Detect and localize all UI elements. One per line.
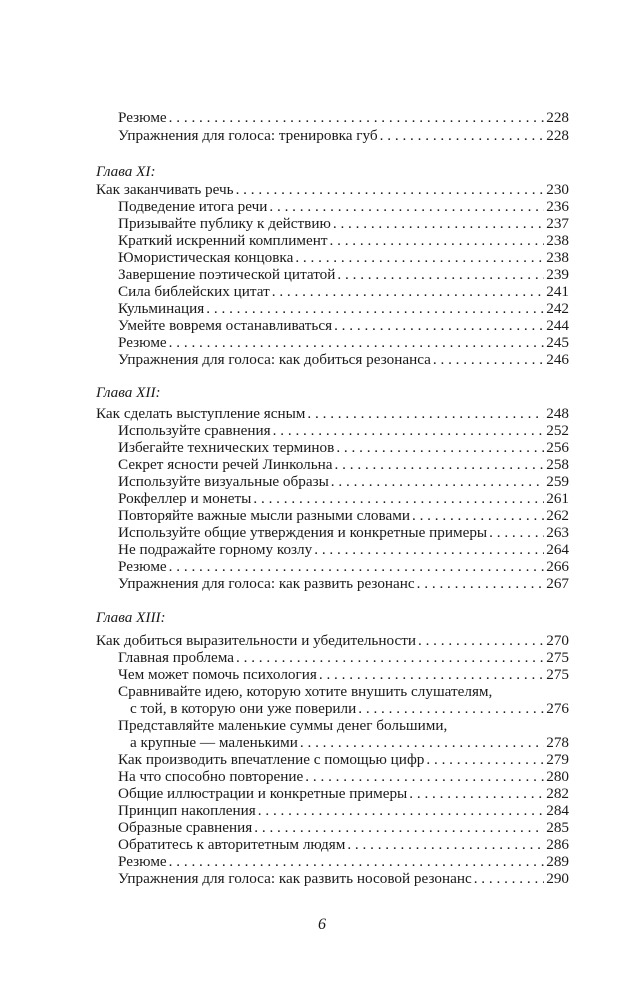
toc-entry-page: 280 <box>546 768 569 785</box>
dot-leader <box>236 181 545 198</box>
dot-leader <box>305 768 544 785</box>
dot-leader <box>412 507 544 524</box>
toc-entry-page: 278 <box>546 734 569 751</box>
toc-entry-title: Резюме <box>118 334 167 351</box>
toc-entry-title: Как сделать выступление ясным <box>96 405 306 422</box>
toc-entry-page: 290 <box>546 870 569 887</box>
toc-entry-title: а крупные — маленькими <box>130 734 298 751</box>
toc-entry-title: Завершение поэтической цитатой <box>118 266 336 283</box>
toc-entry-page: 228 <box>546 127 569 144</box>
toc-entry <box>118 334 569 351</box>
dot-leader <box>380 127 545 144</box>
toc-entry-title: Упражнения для голоса: как развить резонанс <box>118 575 415 592</box>
toc-entry-title: Рокфеллер и монеты <box>118 490 252 507</box>
toc-entry-page: 245 <box>546 334 569 351</box>
page-number: 6 <box>318 916 326 933</box>
dot-leader <box>409 785 544 802</box>
dot-leader <box>474 870 545 887</box>
toc-entry <box>118 836 569 853</box>
toc-entry-page: 258 <box>546 456 569 473</box>
toc-entry-title: На что способно повторение <box>118 768 304 785</box>
toc-entry-page: 263 <box>546 524 569 541</box>
toc-entry-title: Резюме <box>118 558 167 575</box>
toc-entry <box>118 802 569 819</box>
toc-entry-page: 267 <box>546 575 569 592</box>
toc-entry-page: 242 <box>546 300 569 317</box>
chapter-heading: Глава XI: <box>96 163 156 180</box>
toc-entry-page: 261 <box>546 490 569 507</box>
dot-leader <box>417 575 545 592</box>
toc-entry-page: 266 <box>546 558 569 575</box>
toc-entry-page: 256 <box>546 439 569 456</box>
toc-entry <box>130 734 569 751</box>
dot-leader <box>358 700 544 717</box>
dot-leader <box>426 751 544 768</box>
dot-leader <box>336 439 544 456</box>
toc-entry-page: 246 <box>546 351 569 368</box>
toc-entry-page: 276 <box>546 700 569 717</box>
dot-leader <box>337 266 544 283</box>
toc-entry-title: Образные сравнения <box>118 819 253 836</box>
toc-entry <box>118 558 569 575</box>
toc-entry-page: 282 <box>546 785 569 802</box>
dot-leader <box>236 649 544 666</box>
toc-entry-title: Упражнения для голоса: тренировка губ <box>118 127 378 144</box>
toc-entry <box>118 249 569 266</box>
toc-entry <box>118 351 569 368</box>
toc-entry <box>118 768 569 785</box>
toc-entry <box>118 283 569 300</box>
toc-entry-page: 259 <box>546 473 569 490</box>
toc-entry <box>118 198 569 215</box>
dot-leader <box>206 300 544 317</box>
dot-leader <box>314 541 544 558</box>
toc-entry-page: 228 <box>546 109 569 126</box>
toc-entry <box>118 575 569 592</box>
toc-entry <box>118 649 569 666</box>
toc-entry-page: 284 <box>546 802 569 819</box>
dot-leader <box>334 317 544 334</box>
toc-entry-title: с той, в которую они уже поверили <box>130 700 357 717</box>
toc-entry-page: 239 <box>546 266 569 283</box>
toc-entry-page: 270 <box>546 632 569 649</box>
toc-entry-page: 289 <box>546 853 569 870</box>
toc-entry-title: Не подражайте горному козлу <box>118 541 313 558</box>
dot-leader <box>258 802 544 819</box>
chapter-heading: Глава XII: <box>96 384 161 401</box>
toc-entry <box>118 785 569 802</box>
toc-entry <box>118 666 569 683</box>
toc-entry-page: 275 <box>546 666 569 683</box>
toc-entry <box>118 541 569 558</box>
toc-entry <box>118 127 569 144</box>
toc-entry <box>118 870 569 887</box>
toc-entry-page: 252 <box>546 422 569 439</box>
toc-entry-title: Подведение итога речи <box>118 198 268 215</box>
toc-entry-title: Используйте общие утверждения и конкретные примеры <box>118 524 488 541</box>
toc-entry <box>118 490 569 507</box>
toc-entry <box>118 473 569 490</box>
toc-entry-page: 262 <box>546 507 569 524</box>
toc-entry-title: Краткий искренний комплимент <box>118 232 328 249</box>
toc-entry-title: Чем может помочь психология <box>118 666 317 683</box>
toc-entry-first-line: Представляйте маленькие суммы денег большими, <box>118 717 448 734</box>
toc-entry <box>118 524 569 541</box>
toc-entry-title: Юмористическая концовка <box>118 249 294 266</box>
chapter-heading: Глава XIII: <box>96 609 166 626</box>
toc-entry <box>118 300 569 317</box>
dot-leader <box>307 405 544 422</box>
dot-leader <box>300 734 544 751</box>
toc-entry-page: 230 <box>546 181 569 198</box>
toc-entry-title: Секрет ясности речей Линкольна <box>118 456 333 473</box>
toc-entry-title: Повторяйте важные мысли разными словами <box>118 507 410 524</box>
dot-leader <box>169 558 545 575</box>
toc-entry-title: Призывайте публику к действию <box>118 215 331 232</box>
toc-entry-title: Как производить впечатление с помощью цифр <box>118 751 425 768</box>
dot-leader <box>253 490 544 507</box>
toc-entry <box>118 819 569 836</box>
toc-entry-page: 286 <box>546 836 569 853</box>
toc-entry <box>118 422 569 439</box>
toc-entry-page: 275 <box>546 649 569 666</box>
dot-leader <box>273 422 545 439</box>
toc-entry-page: 241 <box>546 283 569 300</box>
toc-entry-title: Избегайте технических терминов <box>118 439 335 456</box>
toc-entry-page: 238 <box>546 249 569 266</box>
dot-leader <box>335 456 545 473</box>
toc-entry <box>118 507 569 524</box>
toc-entry-page: 279 <box>546 751 569 768</box>
dot-leader <box>319 666 544 683</box>
toc-entry-page: 285 <box>546 819 569 836</box>
toc-entry-title: Главная проблема <box>118 649 235 666</box>
chapter-title-entry <box>96 405 569 422</box>
toc-entry-title: Умейте вовремя останавливаться <box>118 317 333 334</box>
dot-leader <box>418 632 544 649</box>
toc-entry-title: Принцип накопления <box>118 802 256 819</box>
toc-entry-page: 236 <box>546 198 569 215</box>
toc-entry-title: Сила библейских цитат <box>118 283 270 300</box>
toc-entry-title: Упражнения для голоса: как развить носовой резонанс <box>118 870 472 887</box>
toc-entry-first-line: Сравнивайте идею, которую хотите внушить слушателям, <box>118 683 493 700</box>
chapter-title-entry <box>96 181 569 198</box>
toc-entry <box>118 232 569 249</box>
dot-leader <box>295 249 544 266</box>
toc-entry <box>130 700 569 717</box>
dot-leader <box>169 853 545 870</box>
dot-leader <box>333 215 544 232</box>
toc-entry-page: 264 <box>546 541 569 558</box>
dot-leader <box>269 198 544 215</box>
toc-entry-title: Упражнения для голоса: как добиться резонанса <box>118 351 431 368</box>
toc-entry-page: 244 <box>546 317 569 334</box>
dot-leader <box>330 232 545 249</box>
dot-leader <box>433 351 544 368</box>
toc-entry-title: Обратитесь к авторитетным людям <box>118 836 346 853</box>
dot-leader <box>254 819 544 836</box>
toc-entry-title: Используйте сравнения <box>118 422 271 439</box>
dot-leader <box>169 109 545 126</box>
toc-entry <box>118 109 569 126</box>
toc-entry <box>118 853 569 870</box>
toc-entry-title: Используйте визуальные образы <box>118 473 329 490</box>
toc-entry-page: 238 <box>546 232 569 249</box>
toc-entry <box>118 439 569 456</box>
dot-leader <box>347 836 544 853</box>
toc-entry <box>118 456 569 473</box>
toc-entry-title: Общие иллюстрации и конкретные примеры <box>118 785 408 802</box>
toc-entry-page: 237 <box>546 215 569 232</box>
toc-entry <box>118 317 569 334</box>
toc-entry <box>118 751 569 768</box>
dot-leader <box>331 473 544 490</box>
toc-entry-title: Как добиться выразительности и убедительности <box>96 632 416 649</box>
dot-leader <box>272 283 544 300</box>
dot-leader <box>489 524 544 541</box>
toc-entry-page: 248 <box>546 405 569 422</box>
toc-entry-title: Резюме <box>118 853 167 870</box>
toc-entry <box>118 266 569 283</box>
toc-entry-title: Резюме <box>118 109 167 126</box>
dot-leader <box>169 334 545 351</box>
toc-entry <box>118 215 569 232</box>
chapter-title-entry <box>96 632 569 649</box>
toc-entry-title: Как заканчивать речь <box>96 181 234 198</box>
toc-entry-title: Кульминация <box>118 300 205 317</box>
